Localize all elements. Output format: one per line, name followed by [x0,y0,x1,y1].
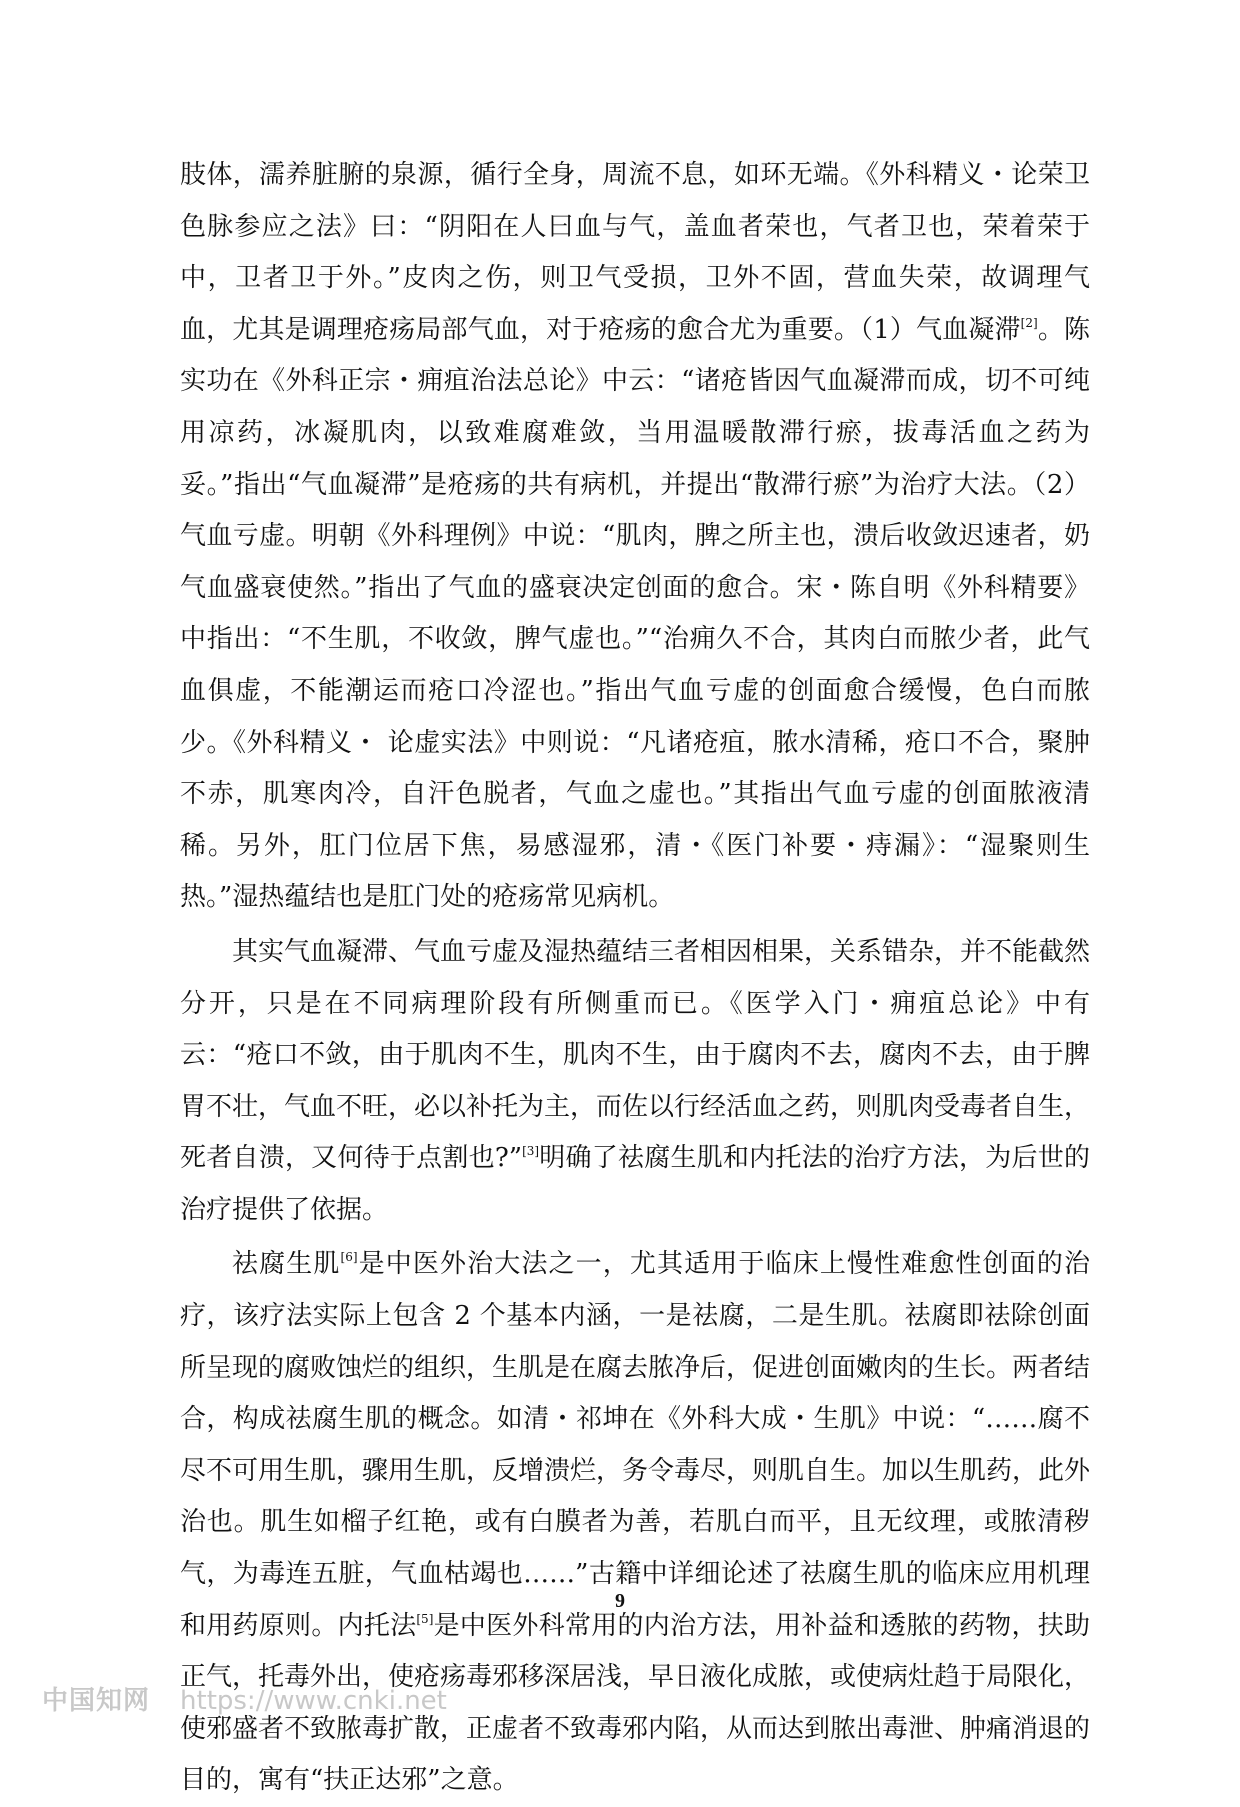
page-number: 9 [615,1590,625,1612]
paragraph-2-text-2: 明确了祛腐生肌和内托法的治疗方法，为后世的治疗提供了依据。 [180,1143,1090,1225]
paragraph-3-text-2: 是中医外治大法之一，尤其适用于临床上慢性难愈性创面的治疗，该疗法实际上包含 2 个基本内涵，一是祛腐，二是生肌。祛腐即祛除创面所呈现的腐败蚀烂的组织，生肌是在腐去脓净后，促进创面嫩肉的生长。两者结合，构成祛腐生肌的概念。如清・祁坤在《外科大成・生肌》中说：“……腐不尽不可用生肌，骤用生肌，反增溃烂，务令毒尽，则肌自生。加以生肌药，此外治也。肌生如榴子红艳，或有白膜者为善，若肌白而平，且无纹理，或脓清秽气，为毒连五脏，气血枯竭也……”古籍中详细论述了祛腐生肌的临床应用机理和用药原则。内托法 [180,1249,1091,1641]
paragraph-2 [180,927,1090,1237]
citation-ref-2[interactable]: [2] [1020,315,1038,330]
cnki-watermark [42,1680,447,1717]
paragraph-2-text-1: 其实气血凝滞、气血亏虚及湿热蕴结三者相因相果，关系错杂，并不能截然分开，只是在不同病理阶段有所侧重而已。《医学入门・痈疽总论》中有云：“疮口不敛，由于肌肉不生，肌肉不生，由于腐肉不去，腐肉不去，由于脾胃不壮，气血不旺，必以补托为主，而佐以行经活血之药，则肌肉受毒者自生，死者自溃，又何待于点割也?” [180,936,1091,1174]
paragraph-3-text-1: 祛腐生肌 [232,1249,341,1280]
paragraph-1 [180,150,1090,924]
body-text [180,150,1090,1807]
paragraph-1-text-2: 。陈实功在《外科正宗・痈疽治法总论》中云：“诸疮皆因气血凝滞而成，切不可纯用凉药，冰凝肌肉，以致难腐难敛，当用温暖散滞行瘀，拔毒活血之药为妥。”指出“气血凝滞”是疮疡的共有病机，并提出“散滞行瘀”为治疗大法。（2）气血亏虚。明朝《外科理例》中说：“肌肉，脾之所主也，溃后收敛迟速者，奶气血盛衰使然。”指出了气血的盛衰决定创面的愈合。宋・陈自明《外科精要》中指出：“不生肌，不收敛，脾气虚也。”“治痈久不合，其肉白而脓少者，此气血俱虚，不能潮运而疮口冷涩也。”指出气血亏虚的创面愈合缓慢，色白而脓少。《外科精义・ 论虚实法》中则说：“凡诸疮疽，脓水清稀，疮口不合，聚肿不赤，肌寒肉冷，自汗色脱者，气血之虚也。”其指出气血亏虚的创面脓液清稀。另外，肛门位居下焦，易感湿邪，清・《医门补要・痔漏》：“湿聚则生热。”湿热蕴结也是肛门处的疮疡常见病机。 [180,314,1090,913]
citation-ref-3[interactable]: [3] [522,1144,540,1159]
citation-ref-6[interactable]: [6] [340,1250,358,1265]
cnki-logo: 中国知网 [42,1686,151,1716]
paragraph-3-text-3: 是中医外科常用的内治方法，用补益和透脓的药物，扶助正气，托毒外出，使疮疡毒邪移深居浅，早日液化成脓，或使病灶趋于局限化，使邪盛者不致脓毒扩散，正虚者不致毒邪内陷，从而达到脓出毒泄、肿痛消退的目的，寓有“扶正达邪”之意。 [180,1610,1091,1796]
citation-ref-5[interactable]: [5] [416,1611,434,1626]
watermark-url[interactable]: https://www.cnki.net [180,1686,447,1716]
paragraph-3 [180,1239,1090,1807]
paragraph-1-text-1: 肢体，濡养脏腑的泉源，循行全身，周流不息，如环无端。《外科精义・论荣卫色脉参应之法》曰：“阴阳在人曰血与气，盖血者荣也，气者卫也，荣着荣于中，卫者卫于外。”皮肉之伤，则卫气受损，卫外不固，营血失荣，故调理气血，尤其是调理疮疡局部气血，对于疮疡的愈合尤为重要。（1）气血凝滞 [180,160,1090,345]
